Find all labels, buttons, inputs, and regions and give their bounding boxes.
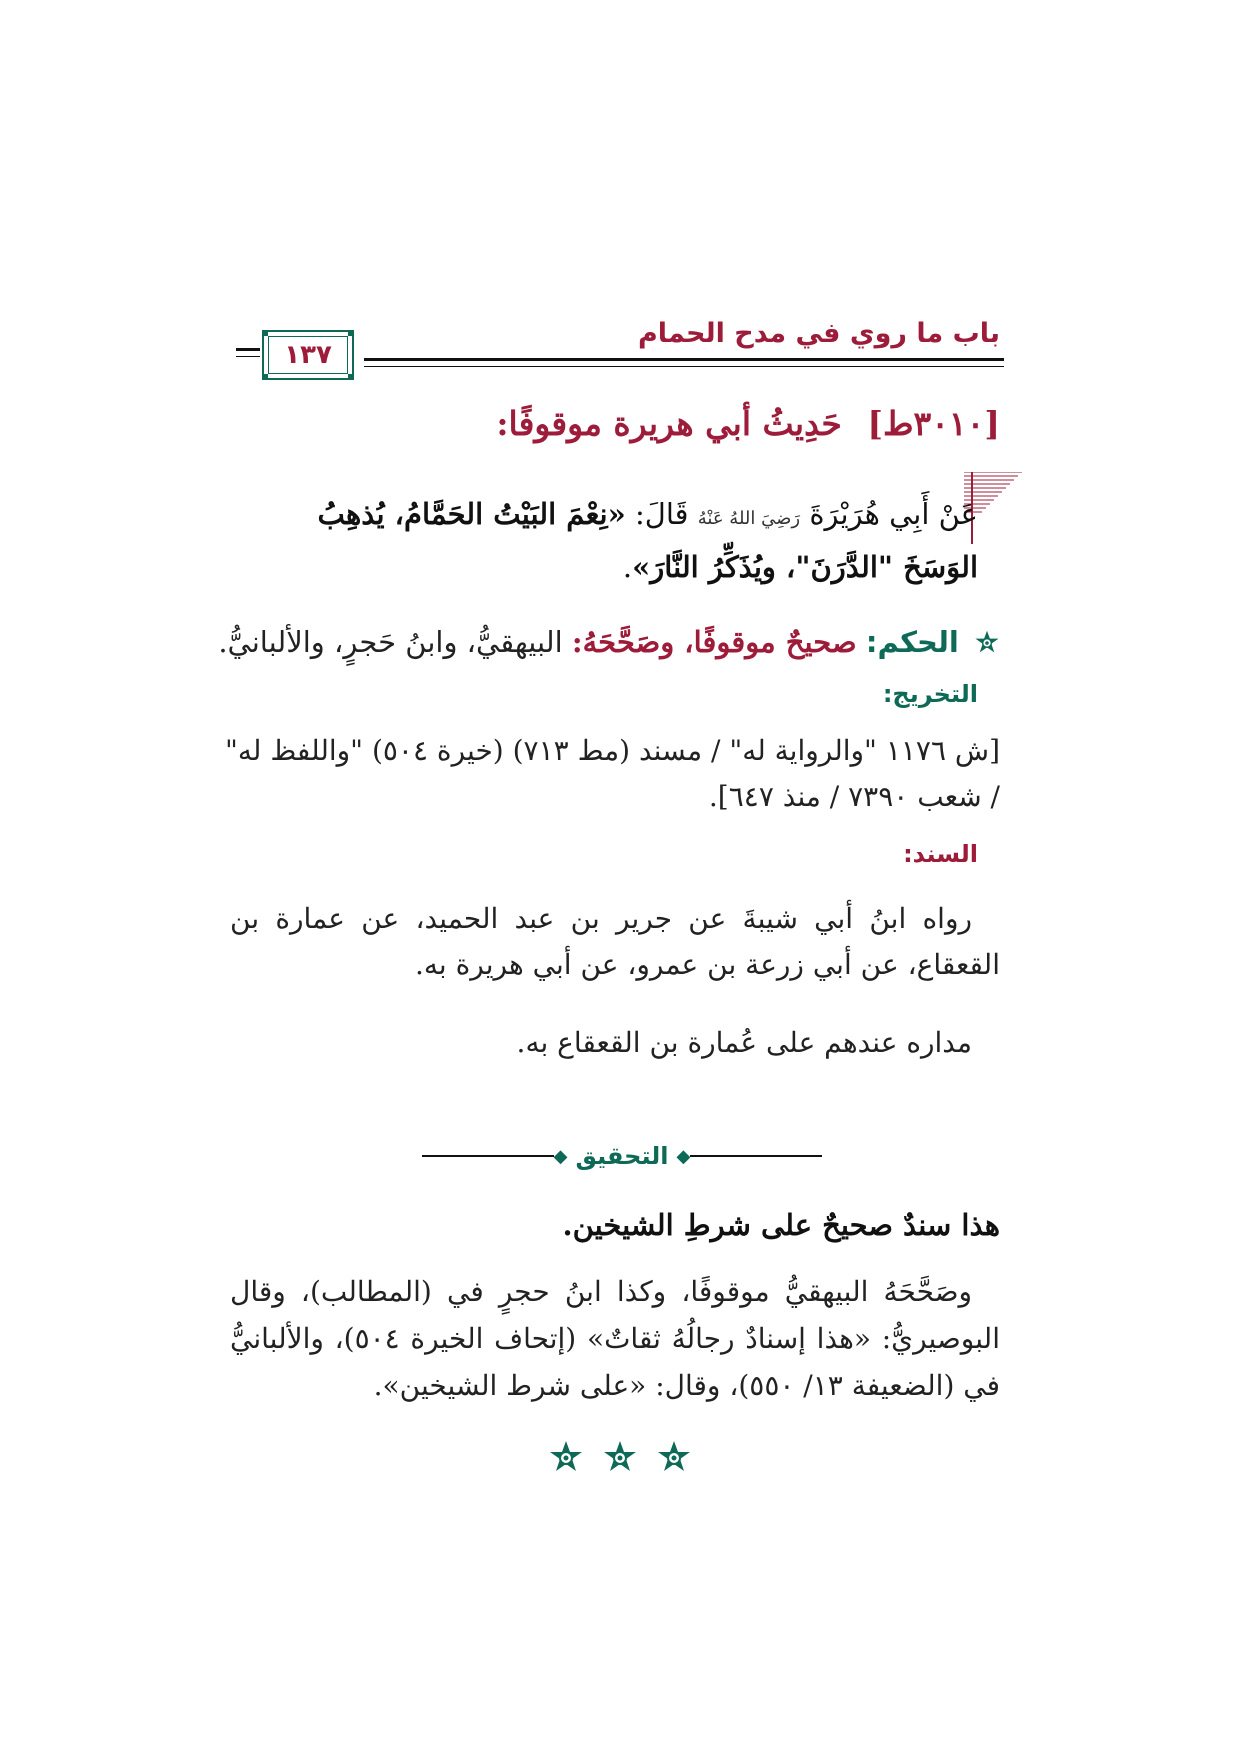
honorific: رَضِيَ اللهُ عَنْهُ	[697, 508, 801, 529]
hadith-heading	[496, 404, 1000, 443]
divider-ornament-left-icon: ◆	[553, 1145, 568, 1167]
hadith-title: حَدِيثُ أبي هريرة موقوفًا:	[496, 404, 842, 443]
hadith-end: .	[622, 550, 633, 584]
end-ornaments	[0, 1440, 1240, 1476]
hadith-matn: «نِعْمَ البَيْتُ الحَمَّامُ، يُذهِبُ الوَسَخَ "الدَّرَنَ"، ويُذَكِّرُ النَّارَ»	[317, 497, 978, 584]
header-rule-left-bottom	[236, 356, 260, 357]
tahqiq-statement: هذا سندٌ صحيحٌ على شرطِ الشيخين.	[562, 1208, 1000, 1242]
takhrij-line-1: [ش ١١٧٦ "والرواية له" / مسند (مط ٧١٣) (خيرة ٥٠٤) "واللفظ له"	[225, 734, 1000, 767]
hadith-number: [٣٠١٠ط]	[867, 404, 1000, 443]
ruling-label: الحكم:	[865, 625, 959, 659]
madar-text: مداره عندهم على عُمارة بن القعقاع به.	[516, 1026, 972, 1059]
flower-ornament-icon	[602, 1440, 638, 1476]
divider-ornament-right-icon: ◆	[676, 1145, 691, 1167]
tahqiq-text: وصَحَّحَهُ البيهقيُّ موقوفًا، وكذا ابنُ حجرٍ في (المطالب)، وقال البوصيريُّ: «هذا إسنادٌ رجالُهُ ثقاتٌ» (إتحاف الخيرة ٥٠٤)، والألبانيُّ في (الضعيفة ١٣/ ٥٥٠)، وقال: «على شرط الشيخين».	[230, 1275, 1000, 1402]
sanad-label: السند:	[903, 840, 978, 868]
hadith-intro: عَنْ أَبِي هُرَيْرَةَ	[809, 497, 978, 531]
hadith-said: قَالَ:	[634, 497, 689, 531]
ruling-verdict: صحيحٌ موقوفًا، وصَحَّحَهُ:	[571, 625, 857, 659]
running-title: باب ما روي في مدح الحمام	[638, 318, 1000, 349]
header-rule-bottom	[364, 366, 1004, 367]
flower-ornament-icon	[656, 1440, 692, 1476]
hadith-text	[238, 490, 978, 591]
ruling-authorities: البيهقيُّ، وابنُ حَجرٍ، والألبانيُّ.	[218, 625, 563, 659]
flower-ornament-icon	[974, 630, 1000, 656]
divider-line-left	[422, 1155, 554, 1157]
tahqiq-title: التحقيق	[575, 1142, 669, 1170]
flower-ornament-icon	[548, 1440, 584, 1476]
sanad-text: رواه ابنُ أبي شيبةَ عن جرير بن عبد الحميد، عن عمارة بن القعقاع، عن أبي زرعة بن عمرو، عن أبي هريرة به.	[230, 902, 1000, 981]
header-rule-top	[364, 358, 1004, 361]
divider-line-right	[690, 1155, 822, 1157]
tahqiq-divider	[422, 1142, 822, 1170]
ruling	[220, 620, 1000, 664]
takhrij-label: التخريج:	[882, 680, 978, 708]
header-rule-left-top	[236, 348, 260, 351]
page-number-frame	[262, 330, 354, 380]
page-number: ١٣٧	[284, 340, 332, 370]
takhrij-line-2: / شعب ٧٣٩٠ / منذ ٦٤٧].	[708, 780, 1000, 813]
